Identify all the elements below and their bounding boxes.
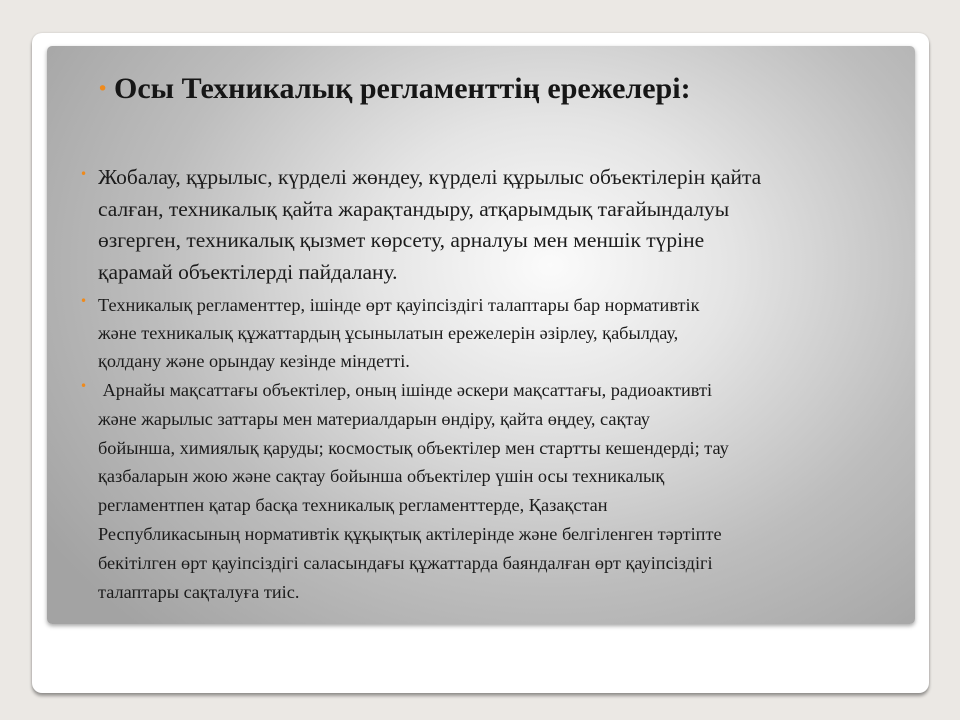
- paragraph-line: қарамай объектілерді пайдалану.: [98, 259, 398, 284]
- paragraph-line: қолдану және орындау кезінде міндетті.: [98, 351, 410, 371]
- slide-title: Осы Техникалық регламенттің ережелері:: [114, 72, 691, 105]
- paragraph-line: қазбаларын жою және сақтау бойынша объектілер үшін осы техникалық: [98, 466, 665, 487]
- paragraph-line: Жобалау, құрылыс, күрделі жөндеу, күрделі құрылыс объектілерін қайта: [98, 165, 762, 189]
- bullet-dot-icon: •: [80, 167, 88, 181]
- paragraph-line: Арнайы мақсаттағы объектілер, оның ішінде әскери мақсаттағы, радиоактивті: [98, 380, 713, 400]
- paragraph-line: және жарылыс заттары мен материалдарын өндіру, қайта өңдеу, сақтау: [98, 408, 650, 429]
- paragraph-line: талаптары сақталуға тиіс.: [98, 581, 300, 602]
- paragraph-1: [98, 162, 761, 288]
- bullet-dot-icon: •: [80, 379, 88, 393]
- paragraph-3: [98, 376, 729, 606]
- paragraph-line: бекітілген өрт қауіпсіздігі саласындағы құжаттарда баяндалған өрт қауіпсіздігі: [98, 552, 713, 573]
- paragraph-line: регламентпен қатар басқа техникалық регламенттерде, Қазақстан: [98, 495, 608, 516]
- paragraph-line: Техникалық регламенттер, ішінде өрт қауіпсіздігі талаптары бар нормативтік: [98, 295, 700, 315]
- paragraph-line: бойынша, химиялық қаруды; космостық объектілер мен стартты кешендерді; тау: [98, 437, 729, 458]
- paragraph-line: және техникалық құжаттардың ұсынылатын ережелерін әзірлеу, қабылдау,: [98, 323, 679, 343]
- title-bullet-icon: •: [97, 78, 109, 100]
- paragraph-2: [98, 291, 699, 375]
- bullet-dot-icon: •: [80, 294, 88, 308]
- paragraph-line: өзгерген, техникалық қызмет көрсету, арналуы мен меншік түріне: [98, 228, 705, 252]
- paragraph-line: салған, техникалық қайта жарақтандыру, атқарымдық тағайындалуы: [98, 196, 730, 221]
- paragraph-line: Республикасының нормативтік құқықтық актілерінде және белгіленген тәртіпте: [98, 523, 722, 544]
